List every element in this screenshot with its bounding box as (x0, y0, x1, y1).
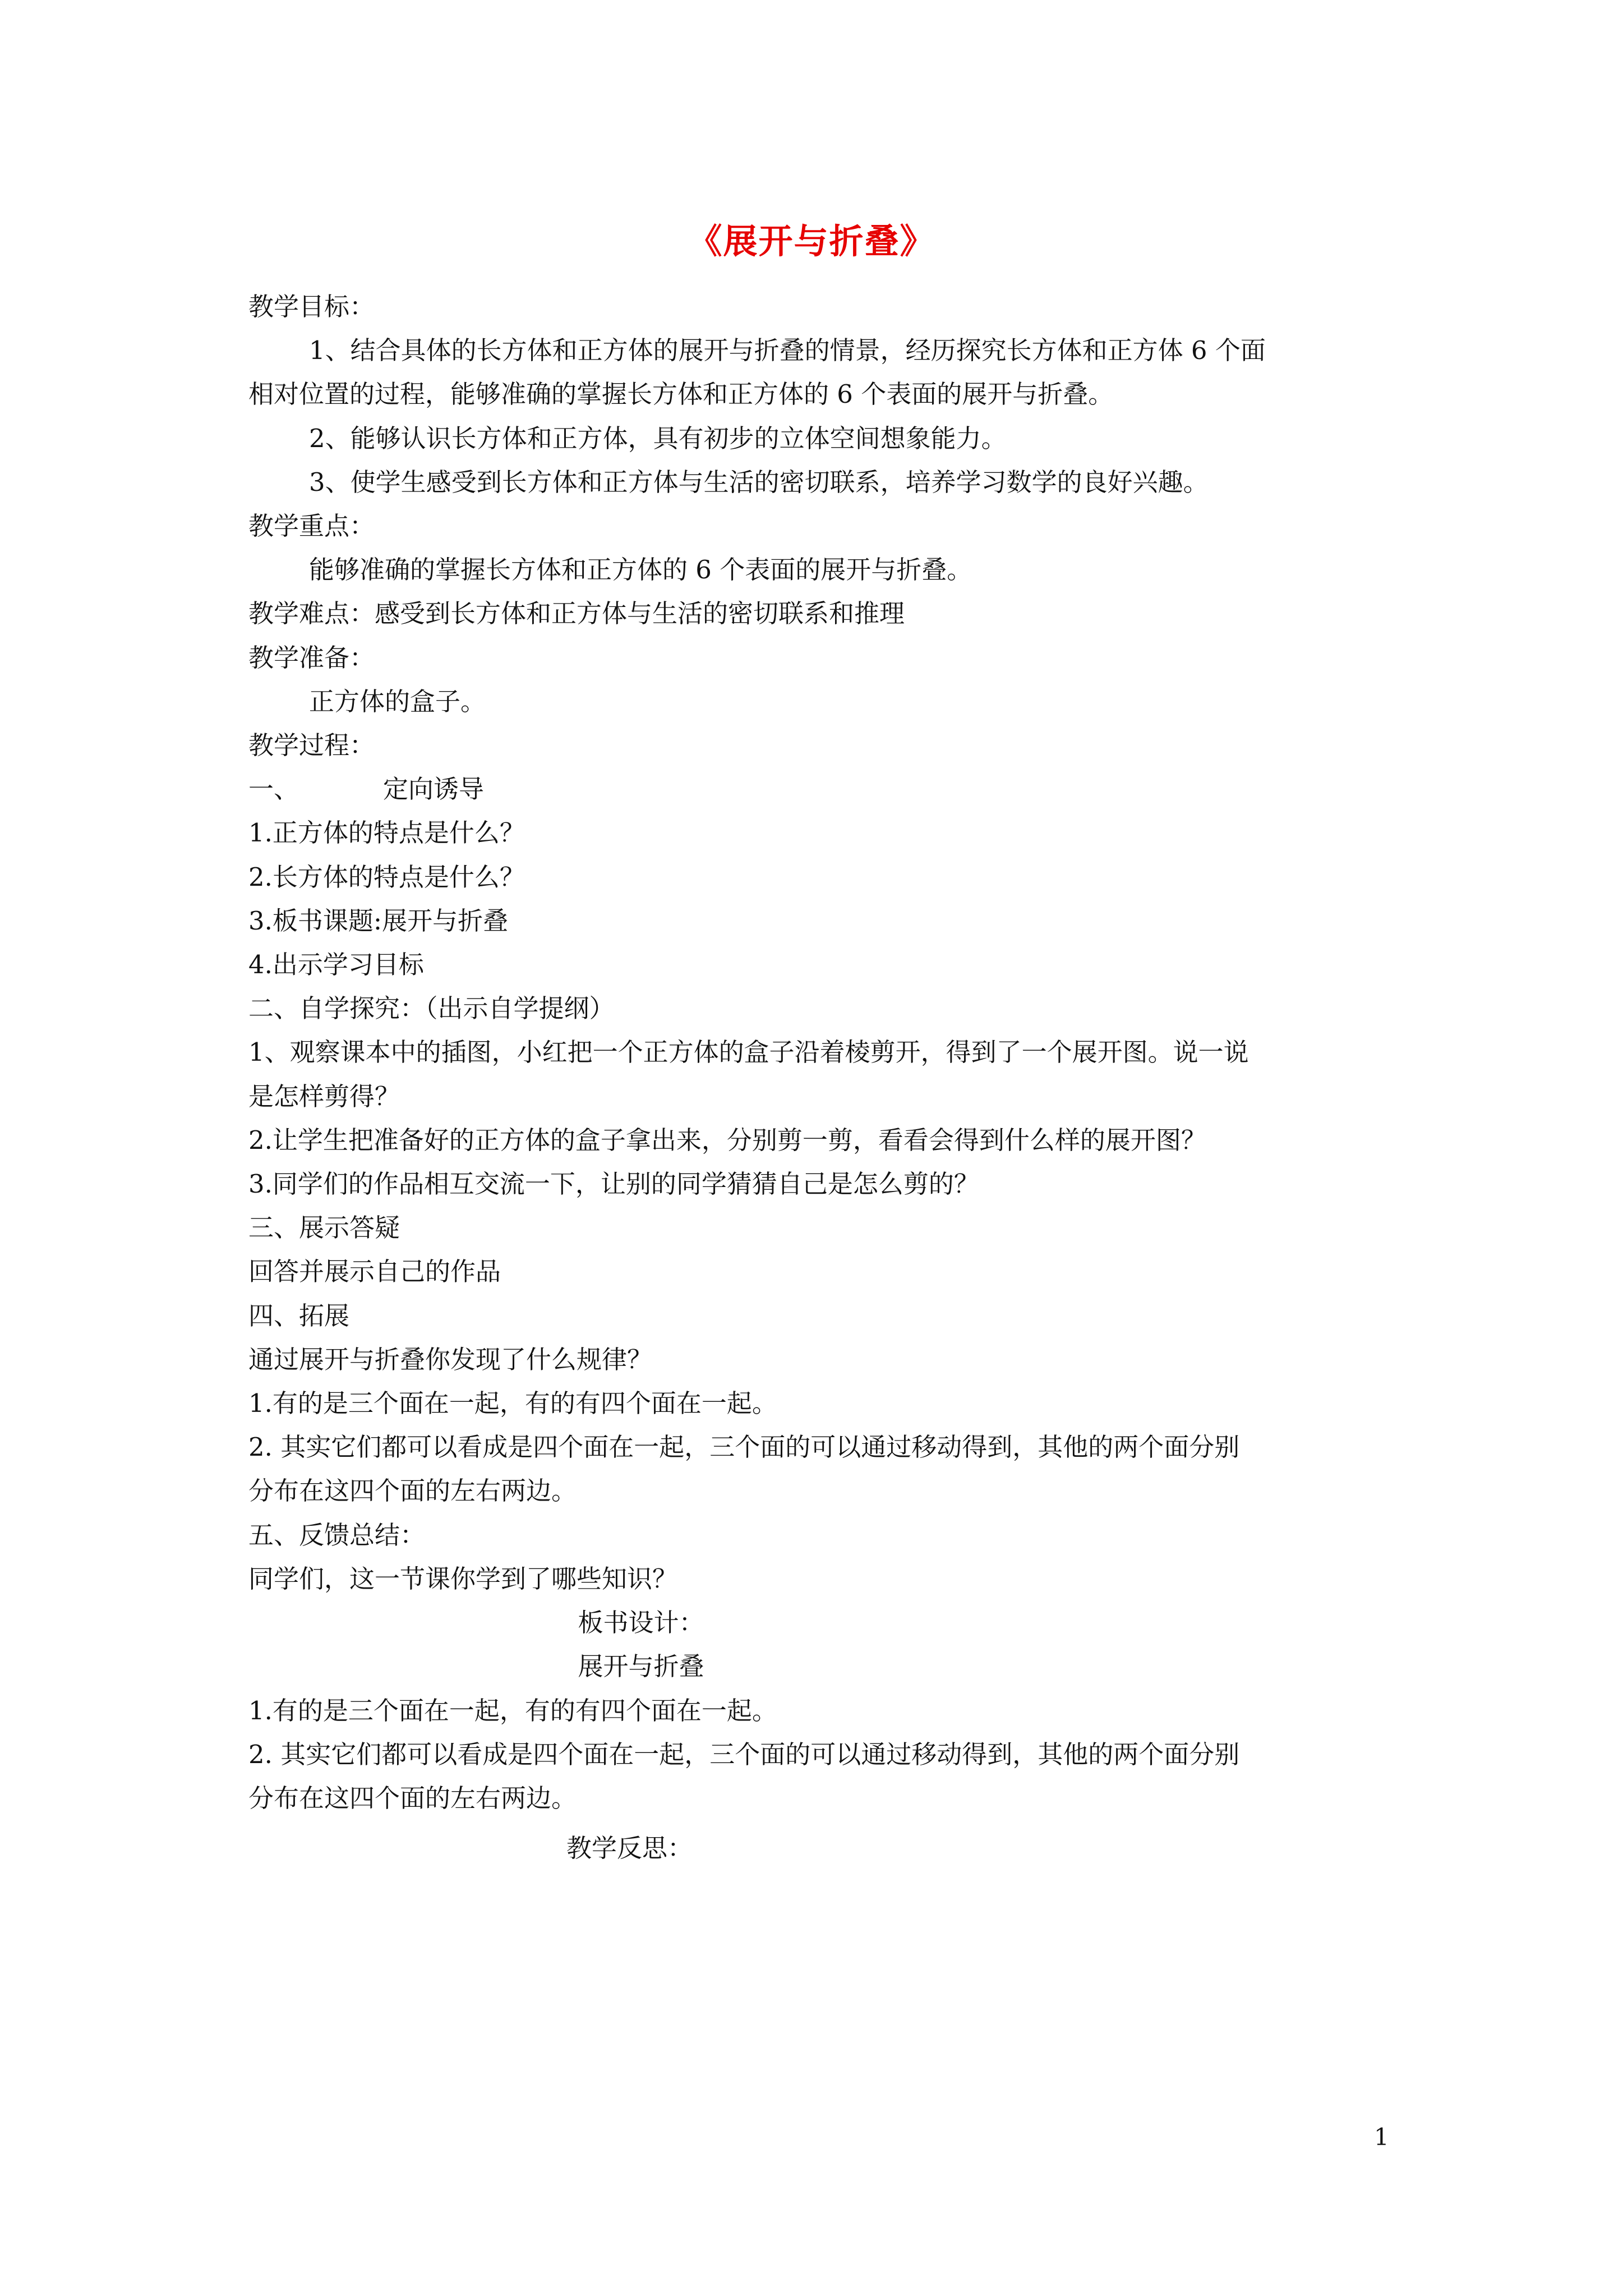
paragraph-line: 能够准确的掌握长方体和正方体的 6 个表面的展开与折叠。 (309, 555, 972, 585)
board-design-title: 展开与折叠 (578, 1651, 704, 1682)
paragraph-line: 正方体的盒子。 (309, 686, 486, 716)
document-title: 《展开与折叠》 (688, 222, 935, 261)
list-item: 3.同学们的作品相互交流一下，让别的同学猜猜自己是怎么剪的？ (248, 1169, 979, 1199)
list-item: 1、观察课本中的插图，小红把一个正方体的盒子沿着棱剪开，得到了一个展开图。说一说 (248, 1037, 1249, 1068)
section-heading (248, 767, 1393, 811)
section-heading: 教学目标： (248, 292, 375, 321)
list-item: 2. 其实它们都可以看成是四个面在一起，三个面的可以通过移动得到，其他的两个面分别 (248, 1739, 1240, 1769)
paragraph-line: 分布在这四个面的左右两边。 (248, 1783, 577, 1813)
list-item: 2. 其实它们都可以看成是四个面在一起，三个面的可以通过移动得到，其他的两个面分别 (248, 1432, 1240, 1462)
paragraph-line: 回答并展示自己的作品 (248, 1257, 501, 1287)
section-heading: 五、反馈总结： (248, 1520, 426, 1550)
paragraph-line: 2、能够认识长方体和正方体，具有初步的立体空间想象能力。 (309, 423, 1007, 453)
section-title: 定向诱导 (383, 774, 485, 804)
teaching-reflection-label: 教学反思： (566, 1833, 693, 1863)
board-design-heading: 板书设计： (578, 1608, 704, 1638)
paragraph-line: 是怎样剪得？ (248, 1081, 400, 1111)
paragraph-line: 1、结合具体的长方体和正方体的展开与折叠的情景，经历探究长方体和正方体 6 个面 (309, 335, 1266, 366)
list-item: 2.让学生把准备好的正方体的盒子拿出来，分别剪一剪，看看会得到什么样的展开图？ (248, 1125, 1206, 1155)
list-item: 2.长方体的特点是什么？ (248, 862, 525, 892)
paragraph-line: 分布在这四个面的左右两边。 (248, 1476, 577, 1506)
list-item: 4.出示学习目标 (248, 950, 424, 980)
section-heading: 教学难点：感受到长方体和正方体与生活的密切联系和推理 (248, 599, 905, 629)
section-heading: 教学准备： (248, 642, 375, 673)
section-heading: 四、拓展 (248, 1300, 350, 1331)
paragraph-line: 通过展开与折叠你发现了什么规律？ (248, 1344, 653, 1374)
document-body (248, 285, 1393, 1820)
section-heading: 教学过程： (248, 730, 375, 761)
section-heading: 教学重点： (248, 511, 375, 541)
list-item: 1.有的是三个面在一起，有的有四个面在一起。 (248, 1695, 777, 1726)
section-heading: 二、自学探究：（出示自学提纲） (248, 993, 615, 1024)
paragraph-line: 3、使学生感受到长方体和正方体与生活的密切联系，培养学习数学的良好兴趣。 (309, 467, 1209, 497)
paragraph-line: 同学们，这一节课你学到了哪些知识？ (248, 1563, 678, 1594)
list-item: 1.有的是三个面在一起，有的有四个面在一起。 (248, 1388, 777, 1419)
list-item: 1.正方体的特点是什么？ (248, 818, 525, 848)
list-item: 3.板书课题:展开与折叠 (248, 905, 509, 936)
section-number: 一、 (248, 774, 299, 804)
page-number: 1 (1374, 2123, 1389, 2151)
section-heading: 三、展示答疑 (248, 1213, 400, 1243)
paragraph-line: 相对位置的过程，能够准确的掌握长方体和正方体的 6 个表面的展开与折叠。 (248, 379, 1114, 409)
